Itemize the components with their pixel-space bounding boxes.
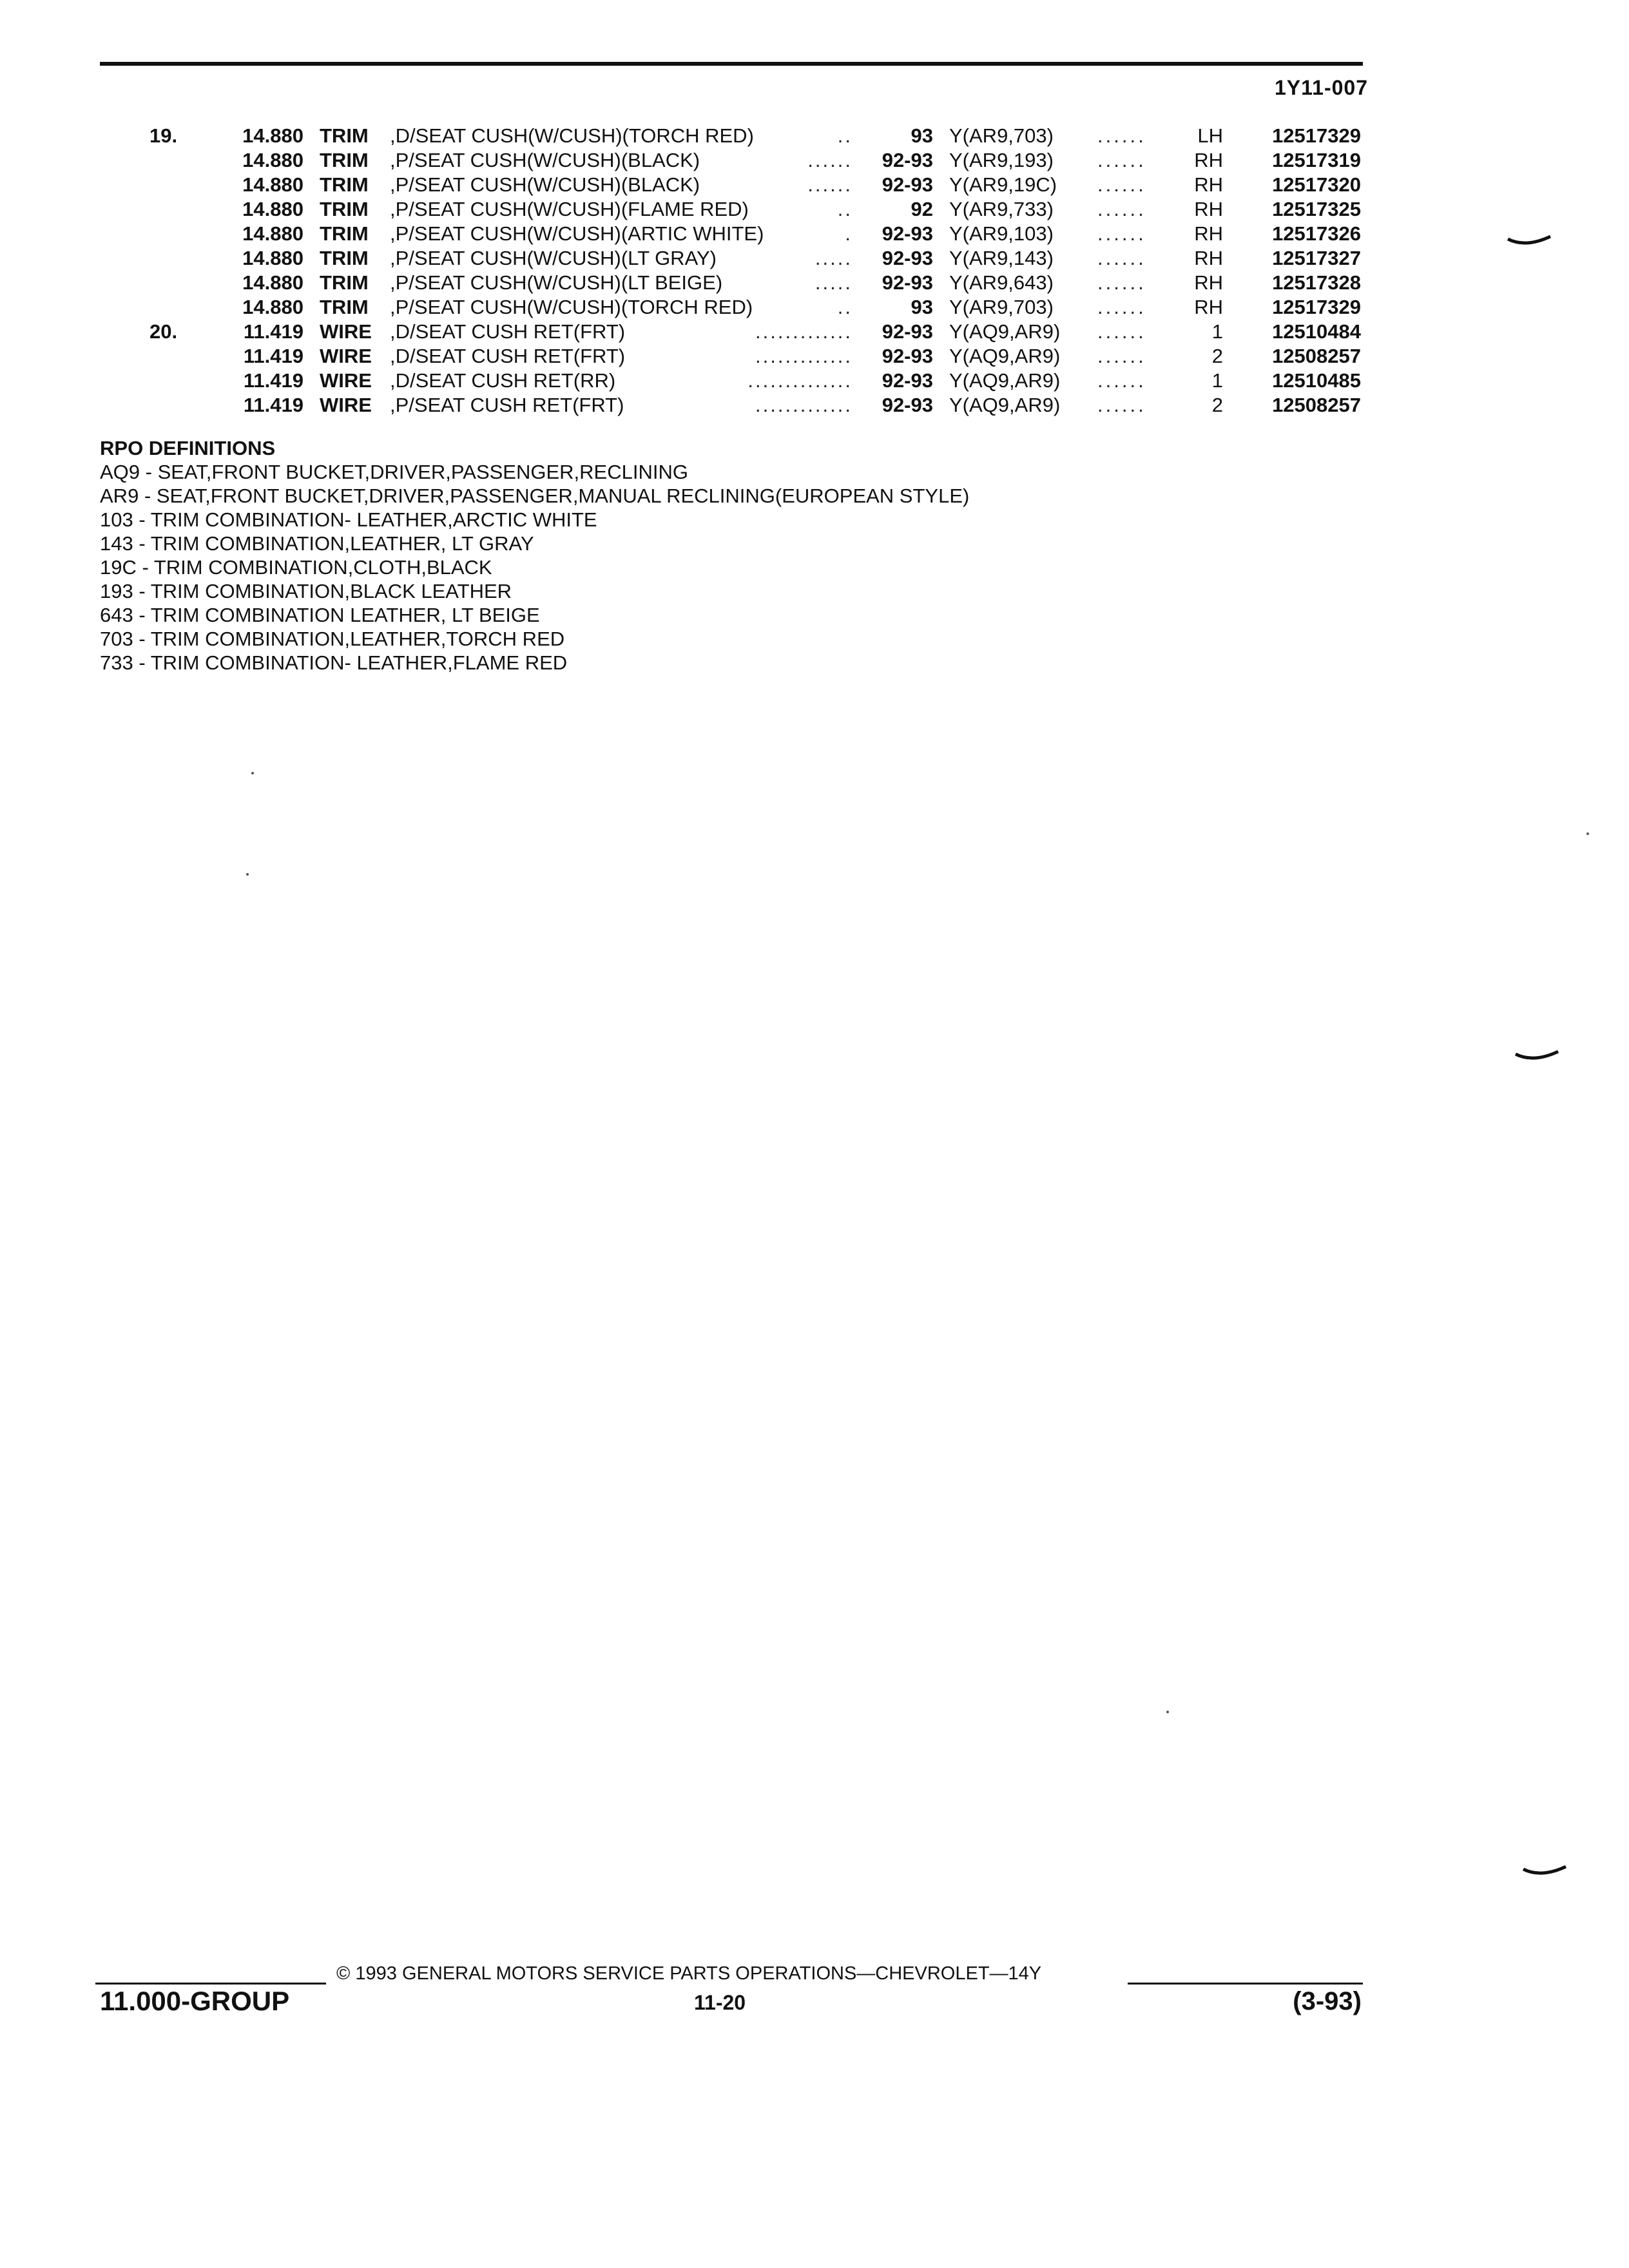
table-row [0, 393, 1629, 418]
part-description: ,D/SEAT CUSH RET(FRT) [390, 345, 626, 367]
group-number: 11.419 [243, 320, 304, 343]
part-name: WIRE [320, 320, 372, 343]
leader-dots: ...... [807, 149, 853, 171]
part-description: ,P/SEAT CUSH(W/CUSH)(ARTIC WHITE) [390, 222, 764, 245]
model-years: 92-93 [882, 345, 933, 367]
table-row [0, 295, 1629, 320]
part-number: 12517326 [1272, 222, 1361, 245]
group-number: 14.880 [242, 222, 304, 245]
page-code: 1Y11-007 [1274, 76, 1368, 99]
leader-dots: ...... [1097, 247, 1146, 269]
usage-code: Y(AR9,703) [949, 124, 1054, 147]
usage-code: Y(AR9,19C) [949, 173, 1057, 196]
part-name: TRIM [320, 222, 369, 245]
model-years: 93 [911, 124, 933, 147]
rpo-definition: 703 - TRIM COMBINATION,LEATHER,TORCH RED [100, 628, 565, 650]
model-years: 93 [911, 296, 933, 318]
group-number: 14.880 [242, 247, 304, 269]
model-years: 92-93 [882, 369, 933, 392]
part-name: TRIM [320, 296, 369, 318]
binder-hole-mark [1514, 1050, 1559, 1064]
model-years: 92-93 [882, 271, 933, 294]
part-name: WIRE [320, 369, 372, 392]
table-row [0, 320, 1629, 344]
quantity: 2 [1211, 394, 1223, 416]
part-description: ,P/SEAT CUSH(W/CUSH)(BLACK) [390, 149, 700, 171]
footer-date: (3-93) [1293, 1987, 1362, 2015]
part-number: 12510485 [1272, 369, 1361, 392]
group-number: 14.880 [242, 198, 304, 220]
usage-code: Y(AR9,733) [949, 198, 1054, 220]
leader-dots: ...... [1097, 149, 1146, 171]
part-number: 12510484 [1272, 320, 1361, 343]
quantity: RH [1194, 173, 1223, 196]
table-row [0, 222, 1629, 246]
table-row [0, 271, 1629, 295]
table-row [0, 344, 1629, 369]
model-years: 92-93 [882, 173, 933, 196]
rpo-definition: 103 - TRIM COMBINATION- LEATHER,ARCTIC WHITE [100, 508, 597, 531]
leader-dots: ...... [1097, 369, 1146, 392]
group-number: 14.880 [242, 173, 304, 196]
model-years: 92-93 [882, 247, 933, 269]
part-description: ,P/SEAT CUSH(W/CUSH)(LT BEIGE) [390, 271, 723, 294]
model-years: 92 [911, 198, 933, 220]
leader-dots: . [845, 222, 853, 245]
binder-hole-mark [1507, 235, 1552, 249]
part-description: ,P/SEAT CUSH(W/CUSH)(BLACK) [390, 173, 700, 196]
leader-dots: ............. [755, 320, 853, 343]
leader-dots: ...... [1097, 124, 1146, 147]
rpo-definition: AQ9 - SEAT,FRONT BUCKET,DRIVER,PASSENGER,RECLINING [100, 461, 688, 483]
rpo-definition: 733 - TRIM COMBINATION- LEATHER,FLAME RED [100, 651, 568, 674]
leader-dots: ...... [1097, 394, 1146, 416]
scan-speck [251, 772, 254, 774]
part-description: ,D/SEAT CUSH(W/CUSH)(TORCH RED) [390, 124, 754, 147]
part-description: ,D/SEAT CUSH RET(RR) [390, 369, 616, 392]
model-years: 92-93 [882, 149, 933, 171]
part-name: TRIM [320, 124, 369, 147]
table-row [0, 148, 1629, 173]
table-row [0, 369, 1629, 393]
table-row [0, 246, 1629, 271]
scan-speck [246, 873, 249, 876]
group-number: 14.880 [242, 296, 304, 318]
rpo-definitions [100, 436, 969, 675]
ref-number: 20. [149, 320, 178, 343]
footer-copyright: © 1993 GENERAL MOTORS SERVICE PARTS OPERATIONS—CHEVROLET—14Y [336, 1963, 1042, 1984]
group-number: 11.419 [243, 394, 304, 416]
binder-hole-mark [1522, 1865, 1567, 1879]
leader-dots: .. [837, 198, 853, 220]
leader-dots: ............. [755, 345, 853, 367]
part-name: TRIM [320, 198, 369, 220]
part-name: TRIM [320, 247, 369, 269]
leader-dots: .. [837, 124, 853, 147]
part-number: 12517320 [1272, 173, 1361, 196]
part-number: 12517319 [1272, 149, 1361, 171]
usage-code: Y(AR9,103) [949, 222, 1054, 245]
part-name: WIRE [320, 345, 372, 367]
quantity: LH [1197, 124, 1223, 147]
ref-number: 19. [149, 124, 178, 147]
rpo-list [100, 460, 969, 675]
part-number: 12508257 [1272, 394, 1361, 416]
leader-dots: ............. [755, 394, 853, 416]
rpo-definition: AR9 - SEAT,FRONT BUCKET,DRIVER,PASSENGER,MANUAL RECLINING(EUROPEAN STYLE) [100, 485, 970, 507]
group-number: 14.880 [242, 271, 304, 294]
footer-rule-right [1128, 1983, 1363, 1984]
quantity: RH [1194, 296, 1223, 318]
leader-dots: .. [837, 296, 853, 318]
part-number: 12517328 [1272, 271, 1361, 294]
group-number: 14.880 [242, 149, 304, 171]
model-years: 92-93 [882, 394, 933, 416]
part-description: ,P/SEAT CUSH(W/CUSH)(FLAME RED) [390, 198, 749, 220]
quantity: 1 [1211, 320, 1223, 343]
leader-dots: ...... [1097, 320, 1146, 343]
leader-dots: .............. [747, 369, 853, 392]
usage-code: Y(AQ9,AR9) [949, 369, 1061, 392]
rpo-definition: 643 - TRIM COMBINATION LEATHER, LT BEIGE [100, 604, 540, 626]
table-row [0, 173, 1629, 197]
part-description: ,P/SEAT CUSH(W/CUSH)(TORCH RED) [390, 296, 753, 318]
footer-rule-left [95, 1983, 326, 1984]
leader-dots: ...... [1097, 198, 1146, 220]
part-name: WIRE [320, 394, 372, 416]
group-number: 11.419 [243, 369, 304, 392]
table-row [0, 124, 1629, 148]
rpo-title: RPO DEFINITIONS [100, 437, 276, 459]
part-number: 12517329 [1272, 124, 1361, 147]
scan-speck [1166, 1711, 1169, 1713]
quantity: RH [1194, 198, 1223, 220]
usage-code: Y(AQ9,AR9) [949, 394, 1061, 416]
part-number: 12517325 [1272, 198, 1361, 220]
leader-dots: ...... [1097, 345, 1146, 367]
group-number: 14.880 [242, 124, 304, 147]
table-row [0, 197, 1629, 222]
quantity: RH [1194, 149, 1223, 171]
leader-dots: ..... [815, 247, 853, 269]
part-description: ,P/SEAT CUSH(W/CUSH)(LT GRAY) [390, 247, 717, 269]
usage-code: Y(AR9,143) [949, 247, 1054, 269]
usage-code: Y(AR9,643) [949, 271, 1054, 294]
rpo-definition: 19C - TRIM COMBINATION,CLOTH,BLACK [100, 556, 492, 579]
rpo-definition: 143 - TRIM COMBINATION,LEATHER, LT GRAY [100, 532, 534, 555]
scan-speck [1586, 832, 1589, 835]
usage-code: Y(AR9,703) [949, 296, 1054, 318]
model-years: 92-93 [882, 222, 933, 245]
part-number: 12508257 [1272, 345, 1361, 367]
part-name: TRIM [320, 173, 369, 196]
quantity: 1 [1211, 369, 1223, 392]
part-number: 12517327 [1272, 247, 1361, 269]
rpo-definition: 193 - TRIM COMBINATION,BLACK LEATHER [100, 580, 512, 602]
quantity: 2 [1211, 345, 1223, 367]
footer-page-number: 11-20 [694, 1991, 746, 2014]
quantity: RH [1194, 222, 1223, 245]
part-description: ,P/SEAT CUSH RET(FRT) [390, 394, 624, 416]
part-description: ,D/SEAT CUSH RET(FRT) [390, 320, 626, 343]
leader-dots: ..... [815, 271, 853, 294]
quantity: RH [1194, 271, 1223, 294]
parts-table [0, 124, 1629, 418]
header-rule [100, 62, 1363, 66]
model-years: 92-93 [882, 320, 933, 343]
part-name: TRIM [320, 149, 369, 171]
part-name: TRIM [320, 271, 369, 294]
usage-code: Y(AQ9,AR9) [949, 345, 1061, 367]
group-number: 11.419 [243, 345, 304, 367]
usage-code: Y(AR9,193) [949, 149, 1054, 171]
quantity: RH [1194, 247, 1223, 269]
leader-dots: ...... [1097, 271, 1146, 294]
leader-dots: ...... [807, 173, 853, 196]
footer-group-label: 11.000-GROUP [100, 1986, 290, 2016]
leader-dots: ...... [1097, 173, 1146, 196]
leader-dots: ...... [1097, 222, 1146, 245]
usage-code: Y(AQ9,AR9) [949, 320, 1061, 343]
part-number: 12517329 [1272, 296, 1361, 318]
leader-dots: ...... [1097, 296, 1146, 318]
